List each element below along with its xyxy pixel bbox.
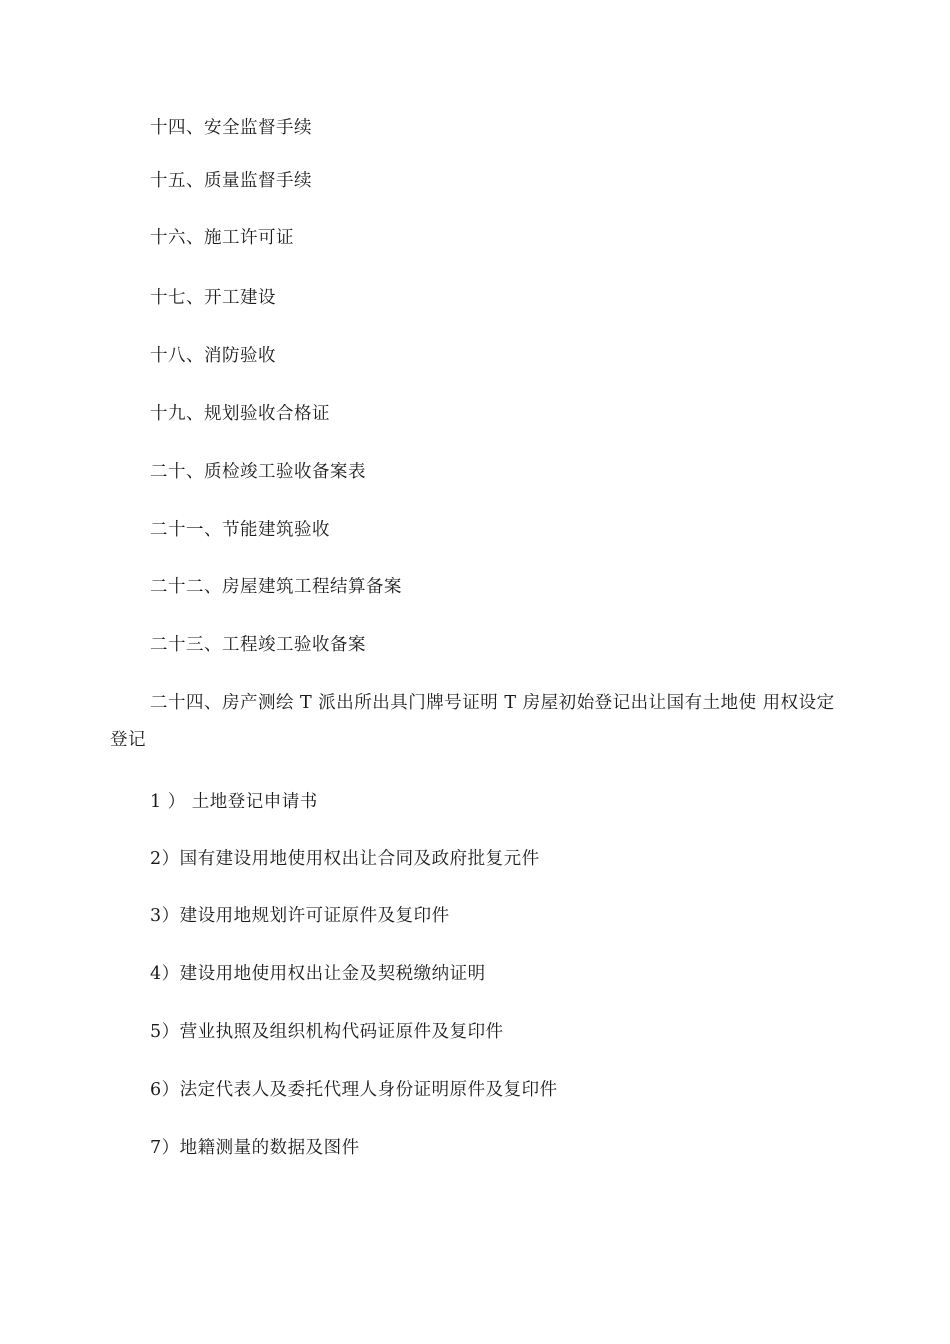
item-20: 二十、质检竣工验收备案表 bbox=[150, 462, 366, 482]
sub-item-2: 2）国有建设用地使用权出让合同及政府批复元件 bbox=[150, 849, 540, 869]
item-21: 二十一、节能建筑验收 bbox=[150, 520, 330, 540]
sub-item-7: 7）地籍测量的数据及图件 bbox=[150, 1138, 360, 1158]
item-19: 十九、规划验收合格证 bbox=[150, 404, 330, 424]
item-23: 二十三、工程竣工验收备案 bbox=[150, 635, 366, 655]
sub-item-6: 6）法定代表人及委托代理人身份证明原件及复印件 bbox=[150, 1080, 558, 1100]
sub-item-3: 3）建设用地规划许可证原件及复印件 bbox=[150, 906, 450, 926]
item-17: 十七、开工建设 bbox=[150, 288, 276, 308]
item-14: 十四、安全监督手续 bbox=[150, 118, 312, 138]
sub-item-1: 1 ） 土地登记申请书 bbox=[150, 792, 318, 812]
sub-item-4: 4）建设用地使用权出让金及契税缴纳证明 bbox=[150, 964, 486, 984]
item-15: 十五、质量监督手续 bbox=[150, 171, 312, 191]
item-18: 十八、消防验收 bbox=[150, 346, 276, 366]
sub-item-5: 5）营业执照及组织机构代码证原件及复印件 bbox=[150, 1022, 504, 1042]
item-16: 十六、施工许可证 bbox=[150, 228, 294, 248]
item-24: 二十四、房产测绘 T 派出所出具门牌号证明 T 房屋初始登记出让国有土地使 用权设定登记 bbox=[110, 693, 835, 750]
item-22: 二十二、房屋建筑工程结算备案 bbox=[150, 577, 402, 597]
